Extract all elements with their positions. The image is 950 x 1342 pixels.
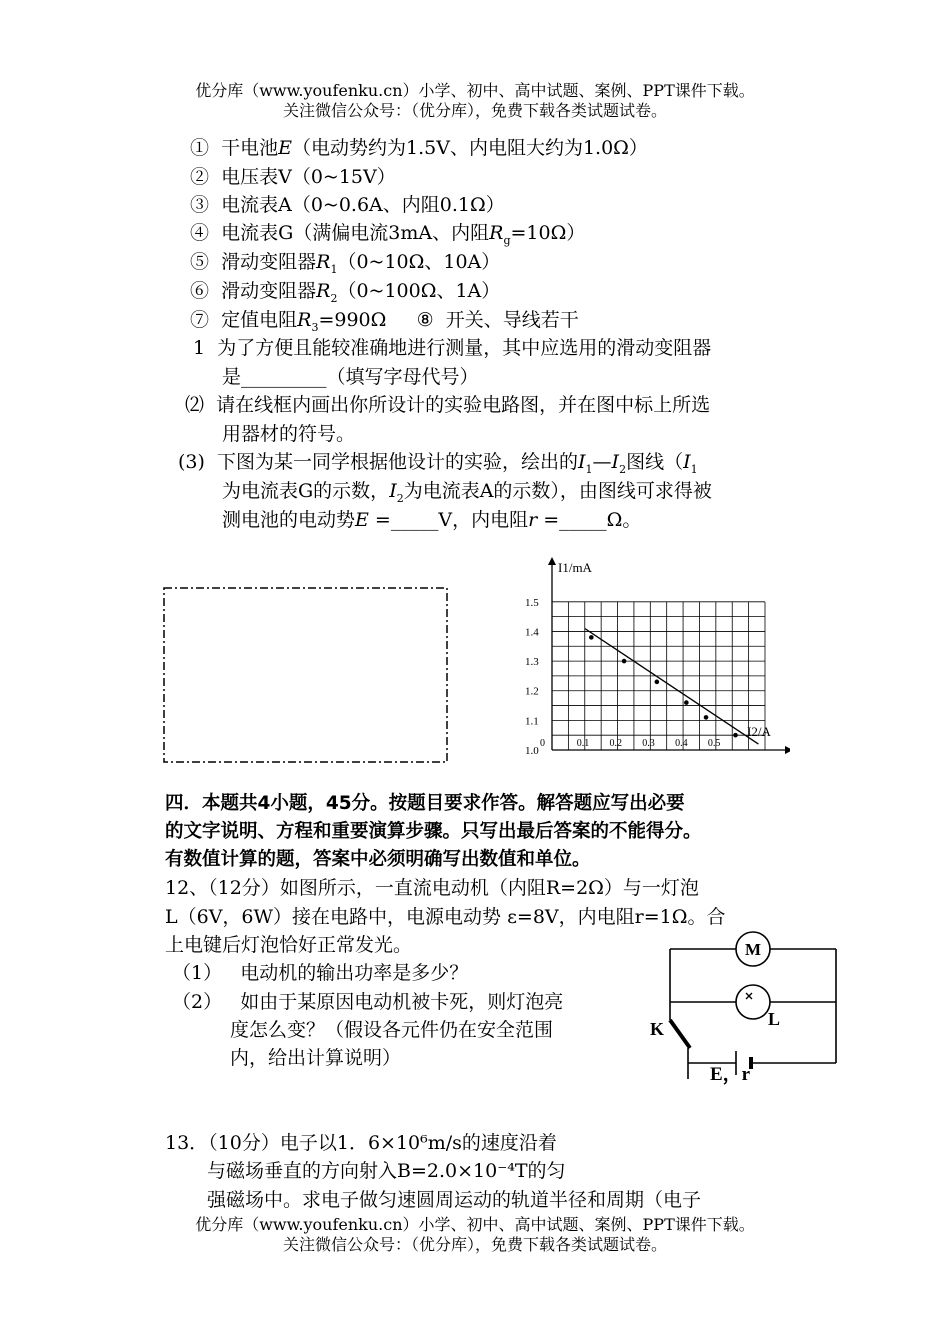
equipment-item: ⑥ 滑动变阻器$R_2(0\sim 100\Omega$、1A） bbox=[190, 280, 501, 305]
y-tick-label: 1.4 bbox=[525, 626, 539, 639]
question-1-line-2: 是_________（填写字母代号） bbox=[222, 366, 479, 388]
problem-12-sub-2: （2） 如由于某原因电动机被卡死，则灯泡亮 bbox=[172, 991, 564, 1013]
problem-12-sub-2-line-3: 内，给出计算说明） bbox=[230, 1047, 402, 1069]
footer-line-2: 关注微信公众号：（优分库），免费下载各类试题试卷。 bbox=[282, 1235, 667, 1254]
i1-i2-graph bbox=[515, 555, 790, 760]
problem-13-line-2: 与磁场垂直的方向射入B=2.0×10⁻⁴T的匀 bbox=[207, 1160, 566, 1182]
data-point bbox=[655, 680, 660, 685]
problem-13-line-3: 强磁场中。求电子做匀速圆周运动的轨道半径和周期（电子 bbox=[207, 1189, 702, 1211]
header-line-2: 关注微信公众号：（优分库），免费下载各类试题试卷。 bbox=[282, 101, 667, 120]
problem-13-line-1: 13．（10分）电子以1．6×10⁶m/s的速度沿着 bbox=[165, 1132, 557, 1154]
problem-12-line-1: 12、（12分）如图所示，一直流电动机（内阻R=2Ω）与一灯泡 bbox=[165, 877, 699, 899]
y-tick-label: 1.3 bbox=[525, 656, 539, 669]
x-tick-label: 0.4 bbox=[675, 738, 688, 749]
problem-12-line-2: L（6V，6W）接在电路中，电源电动势 ε=8V，内电阻r=1Ω。合 bbox=[165, 906, 726, 928]
y-tick-label: 1.1 bbox=[525, 715, 539, 728]
y-tick-label: 1.2 bbox=[525, 685, 539, 698]
question-3-line-3: 测电池的电动势E =_____V，内电阻r =_____Ω。 bbox=[222, 509, 642, 531]
data-point bbox=[704, 715, 709, 720]
question-2: ⑵ 请在线框内画出你所设计的实验电路图，并在图中标上所选 bbox=[185, 394, 711, 416]
y-tick-label: 1.5 bbox=[525, 596, 539, 609]
switch-label: K bbox=[650, 1019, 665, 1039]
equipment-item: ① 干电池E（电动势约为1.5V、内电阻大约为1.0Ω） bbox=[190, 137, 648, 159]
x-axis-arrow bbox=[785, 746, 790, 754]
y-axis-arrow bbox=[548, 557, 556, 565]
y-axis-label: I1/mA bbox=[558, 560, 592, 575]
data-point bbox=[589, 635, 594, 640]
x-tick-label: 0.1 bbox=[576, 738, 590, 749]
equipment-item: ② 电压表V（0~15V） bbox=[190, 166, 396, 188]
switch-icon bbox=[670, 1020, 690, 1048]
equipment-item: ⑦ 定值电阻$R_3=990\Omega$ ⑧ 开关、导线若干 bbox=[190, 309, 579, 334]
x-tick-label: 0 bbox=[540, 738, 545, 749]
question-3-line-2: 为电流表G的示数，$I_2$为电流表A的示数），由图线可求得被 bbox=[222, 480, 712, 505]
equipment-item: ⑤ 滑动变阻器$R_1(0\sim 10\Omega$、10A） bbox=[190, 251, 501, 276]
question-1: 1 为了方便且能较准确地进行测量，其中应选用的滑动变阻器 bbox=[193, 337, 712, 359]
equipment-item: ④ 电流表G（满偏电流3mA、内阻$R_g=10\Omega$） bbox=[190, 222, 586, 247]
footer-line-1: 优分库（www.youfenku.cn）小学、初中、高中试题、案例、PPT课件下载。 bbox=[195, 1215, 755, 1234]
problem-12-line-3: 上电键后灯泡恰好正常发光。 bbox=[165, 934, 413, 956]
equipment-item: ③ 电流表A（0~0.6A、内阻0.1Ω） bbox=[190, 194, 505, 216]
data-point bbox=[684, 700, 689, 705]
circuit-diagram bbox=[648, 925, 843, 1085]
lamp-label: L bbox=[768, 1009, 781, 1029]
battery-label: E，r bbox=[710, 1064, 751, 1085]
x-tick-label: 0.5 bbox=[707, 738, 721, 749]
data-point bbox=[622, 659, 627, 664]
x-axis-label: I2/A bbox=[747, 724, 771, 739]
problem-12-sub-1: （1） 电动机的输出功率是多少？ bbox=[172, 962, 469, 984]
x-tick-label: 0.3 bbox=[642, 738, 655, 749]
x-tick-label: 0.2 bbox=[609, 738, 623, 749]
question-3: (3) 下图为某一同学根据他设计的实验，绘出的$I_1—I_2$图线（$I_1$ bbox=[178, 451, 698, 476]
question-2-line-2: 用器材的符号。 bbox=[222, 423, 356, 445]
problem-12-sub-2-line-2: 度怎么变？（假设各元件仍在安全范围 bbox=[230, 1019, 554, 1041]
data-point bbox=[733, 733, 738, 738]
y-tick-label: 1.0 bbox=[525, 745, 539, 757]
section-4-heading-1: 四．本题共4小题，45分。按题目要求作答。解答题应写出必要 bbox=[165, 793, 685, 814]
header-line-1: 优分库（www.youfenku.cn）小学、初中、高中试题、案例、PPT课件下载。 bbox=[195, 81, 755, 100]
circuit-drawing-box[interactable] bbox=[160, 584, 452, 766]
motor-label: M bbox=[744, 940, 762, 959]
section-4-heading-3: 有数值计算的题，答案中必须明确写出数值和单位。 bbox=[165, 849, 591, 870]
lamp-icon bbox=[736, 985, 770, 1019]
section-4-heading-2: 的文字说明、方程和重要演算步骤。只写出最后答案的不能得分。 bbox=[165, 821, 702, 842]
